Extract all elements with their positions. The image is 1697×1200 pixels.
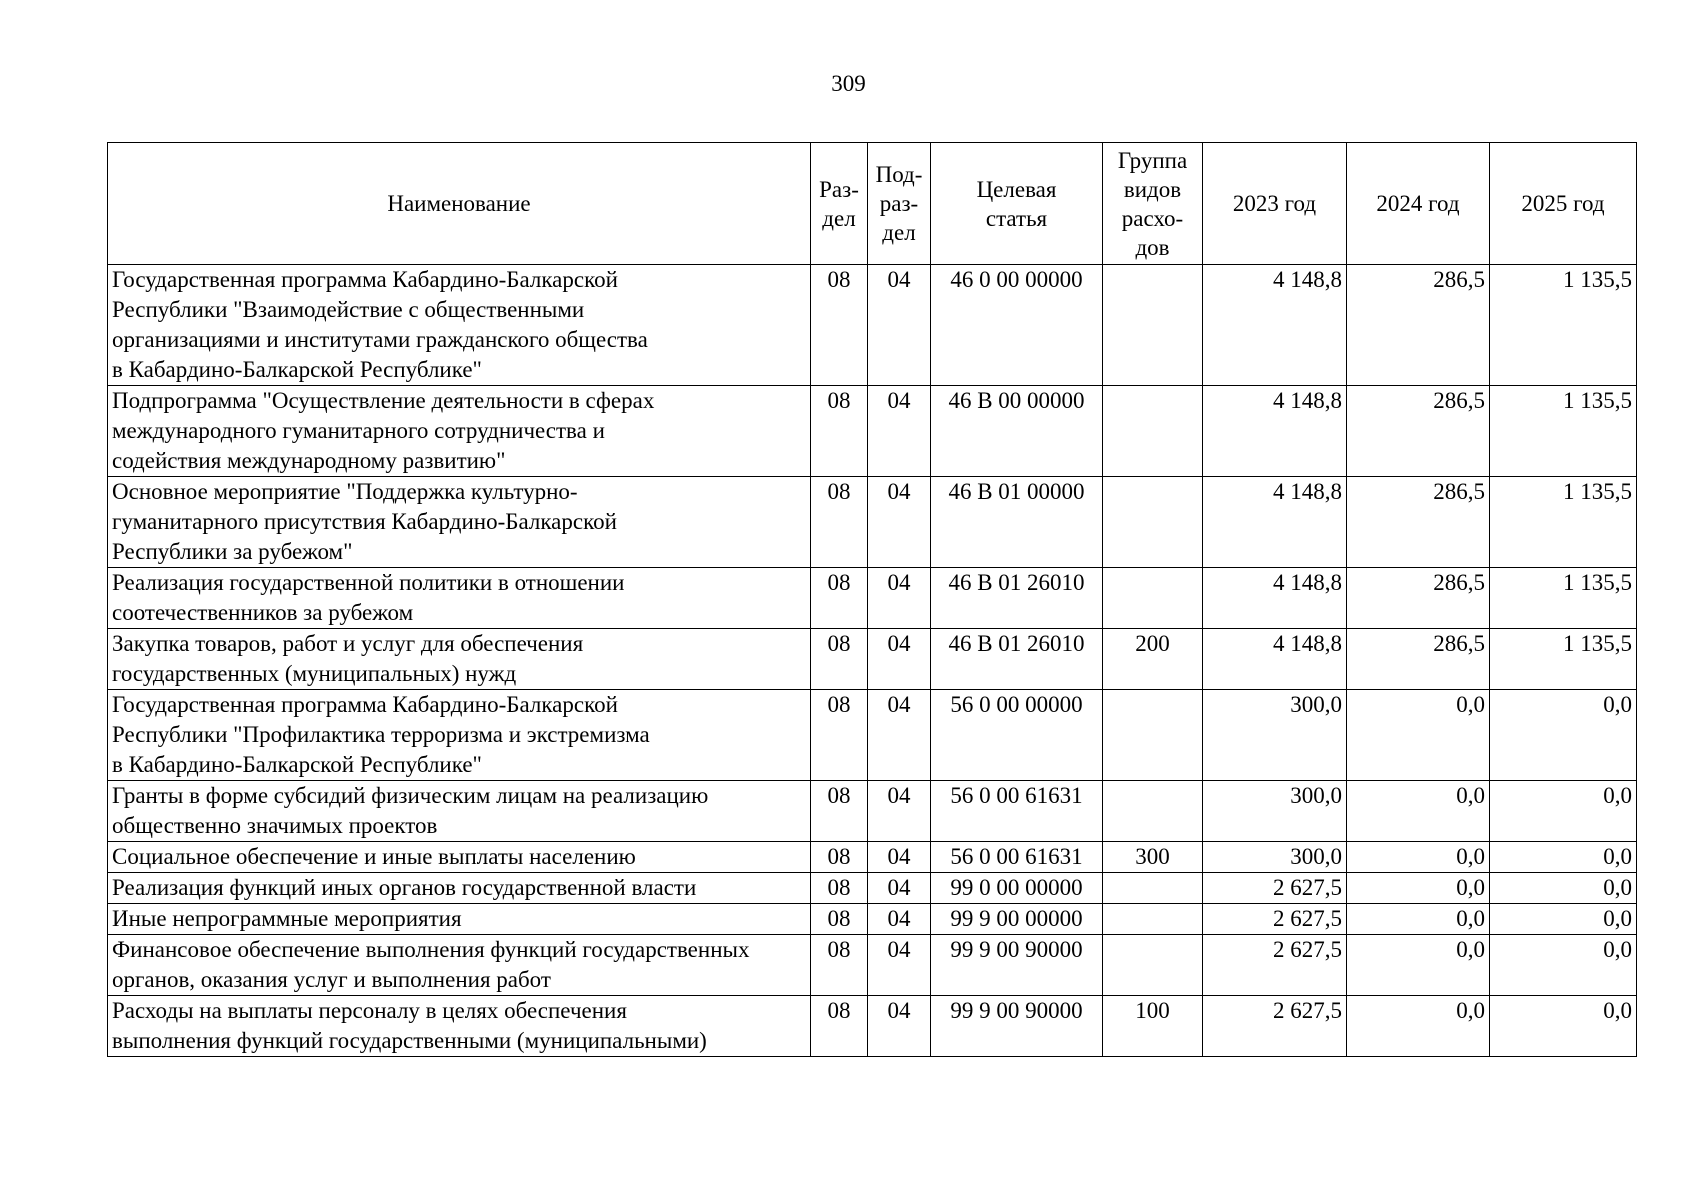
cell-name: Подпрограмма "Осуществление деятельности в сферах международного гуманитарного сотрудничества и содействия международному развитию" (108, 386, 811, 477)
cell-razdel: 08 (811, 690, 868, 781)
cell-2023: 4 148,8 (1203, 386, 1347, 477)
cell-podrazdel: 04 (868, 873, 931, 904)
cell-podrazdel: 04 (868, 935, 931, 996)
cell-gruppa (1103, 568, 1203, 629)
cell-2024: 0,0 (1347, 842, 1490, 873)
cell-2023: 4 148,8 (1203, 477, 1347, 568)
cell-name: Социальное обеспечение и иные выплаты населению (108, 842, 811, 873)
cell-gruppa: 100 (1103, 996, 1203, 1057)
table-row (108, 935, 1637, 996)
header-statya: Целевая статья (931, 143, 1103, 265)
cell-podrazdel: 04 (868, 477, 931, 568)
table-row (108, 842, 1637, 873)
cell-2025: 0,0 (1490, 904, 1637, 935)
table-row (108, 477, 1637, 568)
cell-name: Основное мероприятие "Поддержка культурно- гуманитарного присутствия Кабардино-Балкарской Республики за рубежом" (108, 477, 811, 568)
cell-gruppa (1103, 935, 1203, 996)
cell-razdel: 08 (811, 629, 868, 690)
cell-2023: 4 148,8 (1203, 265, 1347, 386)
cell-podrazdel: 04 (868, 842, 931, 873)
cell-2024: 0,0 (1347, 904, 1490, 935)
cell-podrazdel: 04 (868, 904, 931, 935)
cell-2023: 300,0 (1203, 781, 1347, 842)
cell-razdel: 08 (811, 996, 868, 1057)
table-row (108, 386, 1637, 477)
cell-2023: 2 627,5 (1203, 935, 1347, 996)
cell-podrazdel: 04 (868, 781, 931, 842)
cell-2023: 4 148,8 (1203, 568, 1347, 629)
budget-table (107, 142, 1637, 1057)
table-row (108, 629, 1637, 690)
cell-2024: 0,0 (1347, 873, 1490, 904)
cell-2025: 0,0 (1490, 781, 1637, 842)
cell-name: Реализация функций иных органов государственной власти (108, 873, 811, 904)
cell-statya: 99 9 00 00000 (931, 904, 1103, 935)
cell-podrazdel: 04 (868, 629, 931, 690)
cell-2024: 286,5 (1347, 568, 1490, 629)
header-2023: 2023 год (1203, 143, 1347, 265)
cell-name: Государственная программа Кабардино-Балкарской Республики "Взаимодействие с общественными организациями и институтами гражданского общества в Кабардино-Балкарской Республике" (108, 265, 811, 386)
cell-2023: 2 627,5 (1203, 904, 1347, 935)
cell-statya: 46 В 00 00000 (931, 386, 1103, 477)
cell-2023: 2 627,5 (1203, 996, 1347, 1057)
cell-2025: 1 135,5 (1490, 477, 1637, 568)
cell-2025: 1 135,5 (1490, 629, 1637, 690)
cell-2024: 286,5 (1347, 265, 1490, 386)
cell-2025: 0,0 (1490, 996, 1637, 1057)
header-row (108, 143, 1637, 265)
cell-2025: 0,0 (1490, 873, 1637, 904)
header-gruppa: Группа видов расхо- дов (1103, 143, 1203, 265)
cell-gruppa (1103, 386, 1203, 477)
cell-statya: 99 0 00 00000 (931, 873, 1103, 904)
cell-razdel: 08 (811, 842, 868, 873)
cell-name: Иные непрограммные мероприятия (108, 904, 811, 935)
cell-2025: 1 135,5 (1490, 265, 1637, 386)
cell-2025: 0,0 (1490, 690, 1637, 781)
table-row (108, 781, 1637, 842)
cell-statya: 56 0 00 61631 (931, 781, 1103, 842)
cell-gruppa (1103, 477, 1203, 568)
header-2025: 2025 год (1490, 143, 1637, 265)
cell-2025: 0,0 (1490, 842, 1637, 873)
cell-statya: 46 0 00 00000 (931, 265, 1103, 386)
table-row (108, 996, 1637, 1057)
cell-name: Гранты в форме субсидий физическим лицам на реализацию общественно значимых проектов (108, 781, 811, 842)
header-2024: 2024 год (1347, 143, 1490, 265)
cell-2024: 286,5 (1347, 629, 1490, 690)
cell-razdel: 08 (811, 265, 868, 386)
cell-2025: 1 135,5 (1490, 386, 1637, 477)
cell-statya: 46 В 01 26010 (931, 629, 1103, 690)
cell-razdel: 08 (811, 904, 868, 935)
cell-name: Финансовое обеспечение выполнения функций государственных органов, оказания услуг и выполнения работ (108, 935, 811, 996)
cell-razdel: 08 (811, 781, 868, 842)
cell-2024: 0,0 (1347, 781, 1490, 842)
cell-statya: 99 9 00 90000 (931, 996, 1103, 1057)
cell-2024: 0,0 (1347, 690, 1490, 781)
cell-razdel: 08 (811, 477, 868, 568)
cell-podrazdel: 04 (868, 265, 931, 386)
cell-gruppa: 200 (1103, 629, 1203, 690)
cell-gruppa (1103, 690, 1203, 781)
cell-podrazdel: 04 (868, 386, 931, 477)
table-row (108, 904, 1637, 935)
cell-gruppa (1103, 781, 1203, 842)
table-row (108, 690, 1637, 781)
cell-podrazdel: 04 (868, 568, 931, 629)
cell-2025: 0,0 (1490, 935, 1637, 996)
cell-name: Государственная программа Кабардино-Балкарской Республики "Профилактика терроризма и экстремизма в Кабардино-Балкарской Республике" (108, 690, 811, 781)
table-row (108, 873, 1637, 904)
cell-2023: 4 148,8 (1203, 629, 1347, 690)
cell-gruppa (1103, 873, 1203, 904)
cell-2024: 286,5 (1347, 477, 1490, 568)
header-razdel: Раз- дел (811, 143, 868, 265)
cell-razdel: 08 (811, 873, 868, 904)
cell-podrazdel: 04 (868, 690, 931, 781)
cell-statya: 46 В 01 26010 (931, 568, 1103, 629)
cell-gruppa (1103, 265, 1203, 386)
table-row (108, 265, 1637, 386)
cell-gruppa: 300 (1103, 842, 1203, 873)
cell-razdel: 08 (811, 386, 868, 477)
cell-statya: 56 0 00 00000 (931, 690, 1103, 781)
cell-name: Реализация государственной политики в отношении соотечественников за рубежом (108, 568, 811, 629)
cell-2023: 300,0 (1203, 842, 1347, 873)
cell-2023: 2 627,5 (1203, 873, 1347, 904)
cell-name: Расходы на выплаты персоналу в целях обеспечения выполнения функций государственными (муниципальными) (108, 996, 811, 1057)
cell-name: Закупка товаров, работ и услуг для обеспечения государственных (муниципальных) нужд (108, 629, 811, 690)
cell-podrazdel: 04 (868, 996, 931, 1057)
header-podrazdel: Под- раз- дел (868, 143, 931, 265)
cell-2024: 286,5 (1347, 386, 1490, 477)
cell-2023: 300,0 (1203, 690, 1347, 781)
header-name: Наименование (108, 143, 811, 265)
cell-gruppa (1103, 904, 1203, 935)
cell-statya: 46 В 01 00000 (931, 477, 1103, 568)
cell-2025: 1 135,5 (1490, 568, 1637, 629)
cell-statya: 99 9 00 90000 (931, 935, 1103, 996)
page-number: 309 (831, 71, 866, 96)
cell-razdel: 08 (811, 935, 868, 996)
cell-statya: 56 0 00 61631 (931, 842, 1103, 873)
table-row (108, 568, 1637, 629)
cell-2024: 0,0 (1347, 996, 1490, 1057)
cell-razdel: 08 (811, 568, 868, 629)
cell-2024: 0,0 (1347, 935, 1490, 996)
